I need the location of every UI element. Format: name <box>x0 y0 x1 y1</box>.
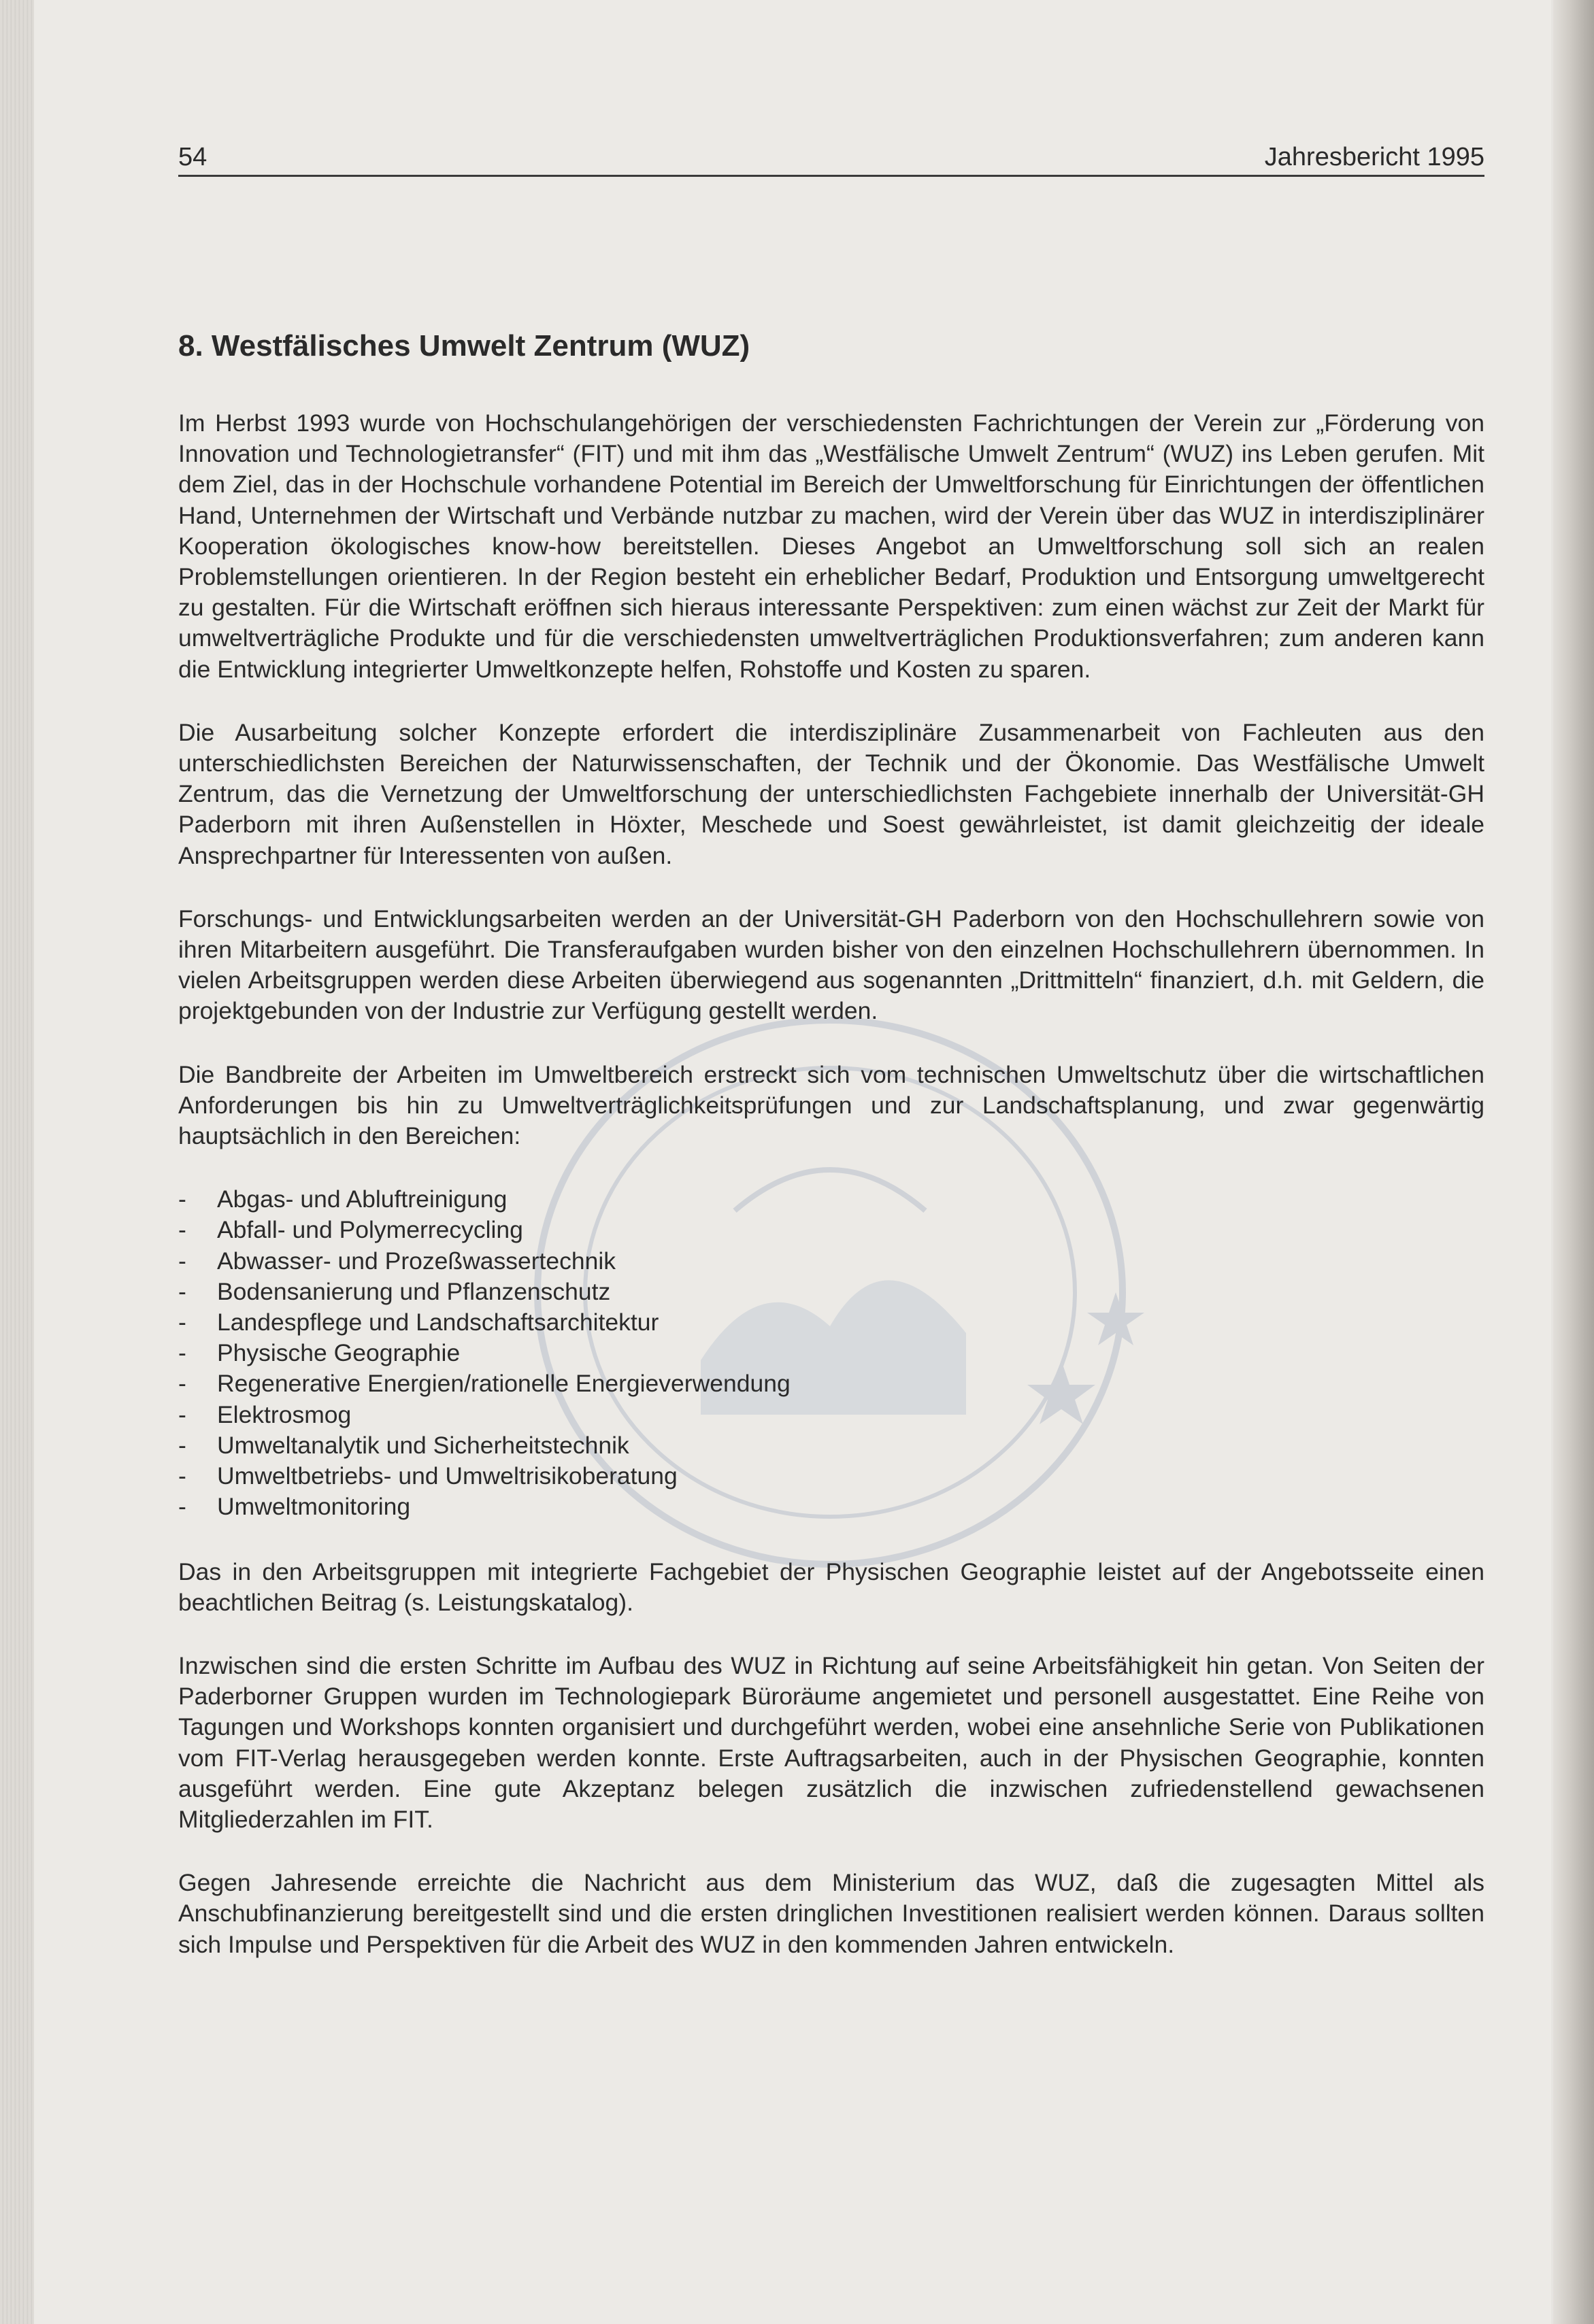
list-item: - Regenerative Energien/rationelle Energieverwendung <box>178 1368 1484 1399</box>
paragraph-founding: Im Herbst 1993 wurde von Hochschulangehörigen der verschiedensten Fachrichtungen der Verein zur „Förderung von Innovation und Technologietransfer“ (FIT) und mit ihm das „Westfälische Umwelt Zentrum“ (WUZ) ins Leben gerufen. Mit dem Ziel, das in der Hochschule vorhandene Potential im Bereich der Umweltforschung für Einrichtungen der öffentlichen Hand, Unternehmen der Wirtschaft und Verbände nutzbar zu machen, wird der Verein über das WUZ in interdisziplinärer Kooperation ökologisches know-how bereitstellen. Dieses Angebot an Umweltforschung soll sich an realen Problemstellungen orientieren. In der Region besteht ein erheblicher Bedarf, Produktion und Entsorgung umweltgerecht zu gestalten. Für die Wirtschaft eröffnen sich hieraus interessante Perspektiven: zum einen wächst zur Zeit der Markt für umweltverträgliche Produkte und für die verschiedensten umweltverträglichen Produktionsverfahren; zum anderen kann die Entwicklung integrierter Umweltkonzepte helfen, Rohstoffe und Kosten zu sparen. <box>178 409 1484 683</box>
page-number: 54 <box>178 143 207 171</box>
running-header <box>178 139 1484 177</box>
list-item: - Umweltanalytik und Sicherheitstechnik <box>178 1430 1484 1461</box>
book-spine-shadow <box>1553 0 1594 2324</box>
topic-list <box>178 1184 1484 1522</box>
paragraph-interdisciplinary: Die Ausarbeitung solcher Konzepte erfordert die interdisziplinäre Zusammenarbeit von Fachleuten aus den unterschiedlichsten Bereichen der Naturwissenschaften, der Technik und der Ökonomie. Das Westfälische Umwelt Zentrum, das die Vernetzung der Umweltforschung der unterschiedlichsten Fachgebiete innerhalb der Universität-GH Paderborn mit ihren Außenstellen in Höxter, Meschede und Soest gewährleistet, ist damit gleichzeitig der ideale Ansprechpartner für Interessenten von außen. <box>178 718 1484 869</box>
list-item: - Landespflege und Landschaftsarchitektur <box>178 1307 1484 1338</box>
running-title: Jahresbericht 1995 <box>1264 143 1484 171</box>
list-item: - Bodensanierung und Pflanzenschutz <box>178 1277 1484 1307</box>
paragraph-progress: Inzwischen sind die ersten Schritte im Aufbau des WUZ in Richtung auf seine Arbeitsfähigkeit hin getan. Von Seiten der Paderborner Gruppen wurden im Technologiepark Büroräume angemietet und personell ausgestattet. Eine Reihe von Tagungen und Workshops konnten organisiert und durchgeführt werden, wobei eine ansehnliche Serie von Publikationen vom FIT-Verlag herausgegeben werden konnte. Erste Auftragsarbeiten, auch in der Physischen Geographie, konnten ausgeführt werden. Eine gute Akzeptanz belegen zusätzlich die inzwischen zufriedenstellend gewachsenen Mitgliederzahlen im FIT. <box>178 1651 1484 1833</box>
list-item: - Umweltbetriebs- und Umweltrisikoberatung <box>178 1461 1484 1492</box>
document-page <box>34 0 1551 2324</box>
paragraph-physical-geography: Das in den Arbeitsgruppen mit integrierte Fachgebiet der Physischen Geographie leistet auf der Angebotsseite einen beachtlichen Beitrag (s. Leistungskatalog). <box>178 1557 1484 1616</box>
list-item: - Umweltmonitoring <box>178 1492 1484 1522</box>
list-item: - Elektrosmog <box>178 1400 1484 1430</box>
list-item: - Abfall- und Polymerrecycling <box>178 1215 1484 1245</box>
paragraph-scope: Die Bandbreite der Arbeiten im Umweltbereich erstreckt sich vom technischen Umweltschutz über die wirtschaftlichen Anforderungen bis hin zu Umweltverträglichkeitsprüfungen und zur Landschaftsplanung, und zwar gegenwärtig hauptsächlich in den Bereichen: <box>178 1060 1484 1150</box>
book-page-edges <box>0 0 34 2324</box>
paragraph-funding-news: Gegen Jahresende erreichte die Nachricht aus dem Ministerium das WUZ, daß die zugesagten Mittel als Anschubfinanzierung bereitgestellt sind und die ersten dringlichen Investitionen realisiert werden können. Daraus sollten sich Impulse und Perspektiven für die Arbeit des WUZ in den kommenden Jahren entwickeln. <box>178 1869 1484 1958</box>
list-item: - Physische Geographie <box>178 1338 1484 1368</box>
list-item: - Abwasser- und Prozeßwassertechnik <box>178 1246 1484 1277</box>
section-heading: 8. Westfälisches Umwelt Zentrum (WUZ) <box>178 329 750 363</box>
main-content <box>178 326 1484 1993</box>
paragraph-research-funding: Forschungs- und Entwicklungsarbeiten werden an der Universität-GH Paderborn von den Hochschullehrern sowie von ihren Mitarbeitern ausgeführt. Die Transferaufgaben wurden bisher von den einzelnen Hochschullehrern übernommen. In vielen Arbeitsgruppen werden diese Arbeiten überwiegend aus sogenannten „Drittmitteln“ finanziert, d.h. mit Geldern, die projektgebunden von der Industrie zur Verfügung gestellt werden. <box>178 905 1484 1025</box>
list-item: - Abgas- und Abluftreinigung <box>178 1184 1484 1215</box>
